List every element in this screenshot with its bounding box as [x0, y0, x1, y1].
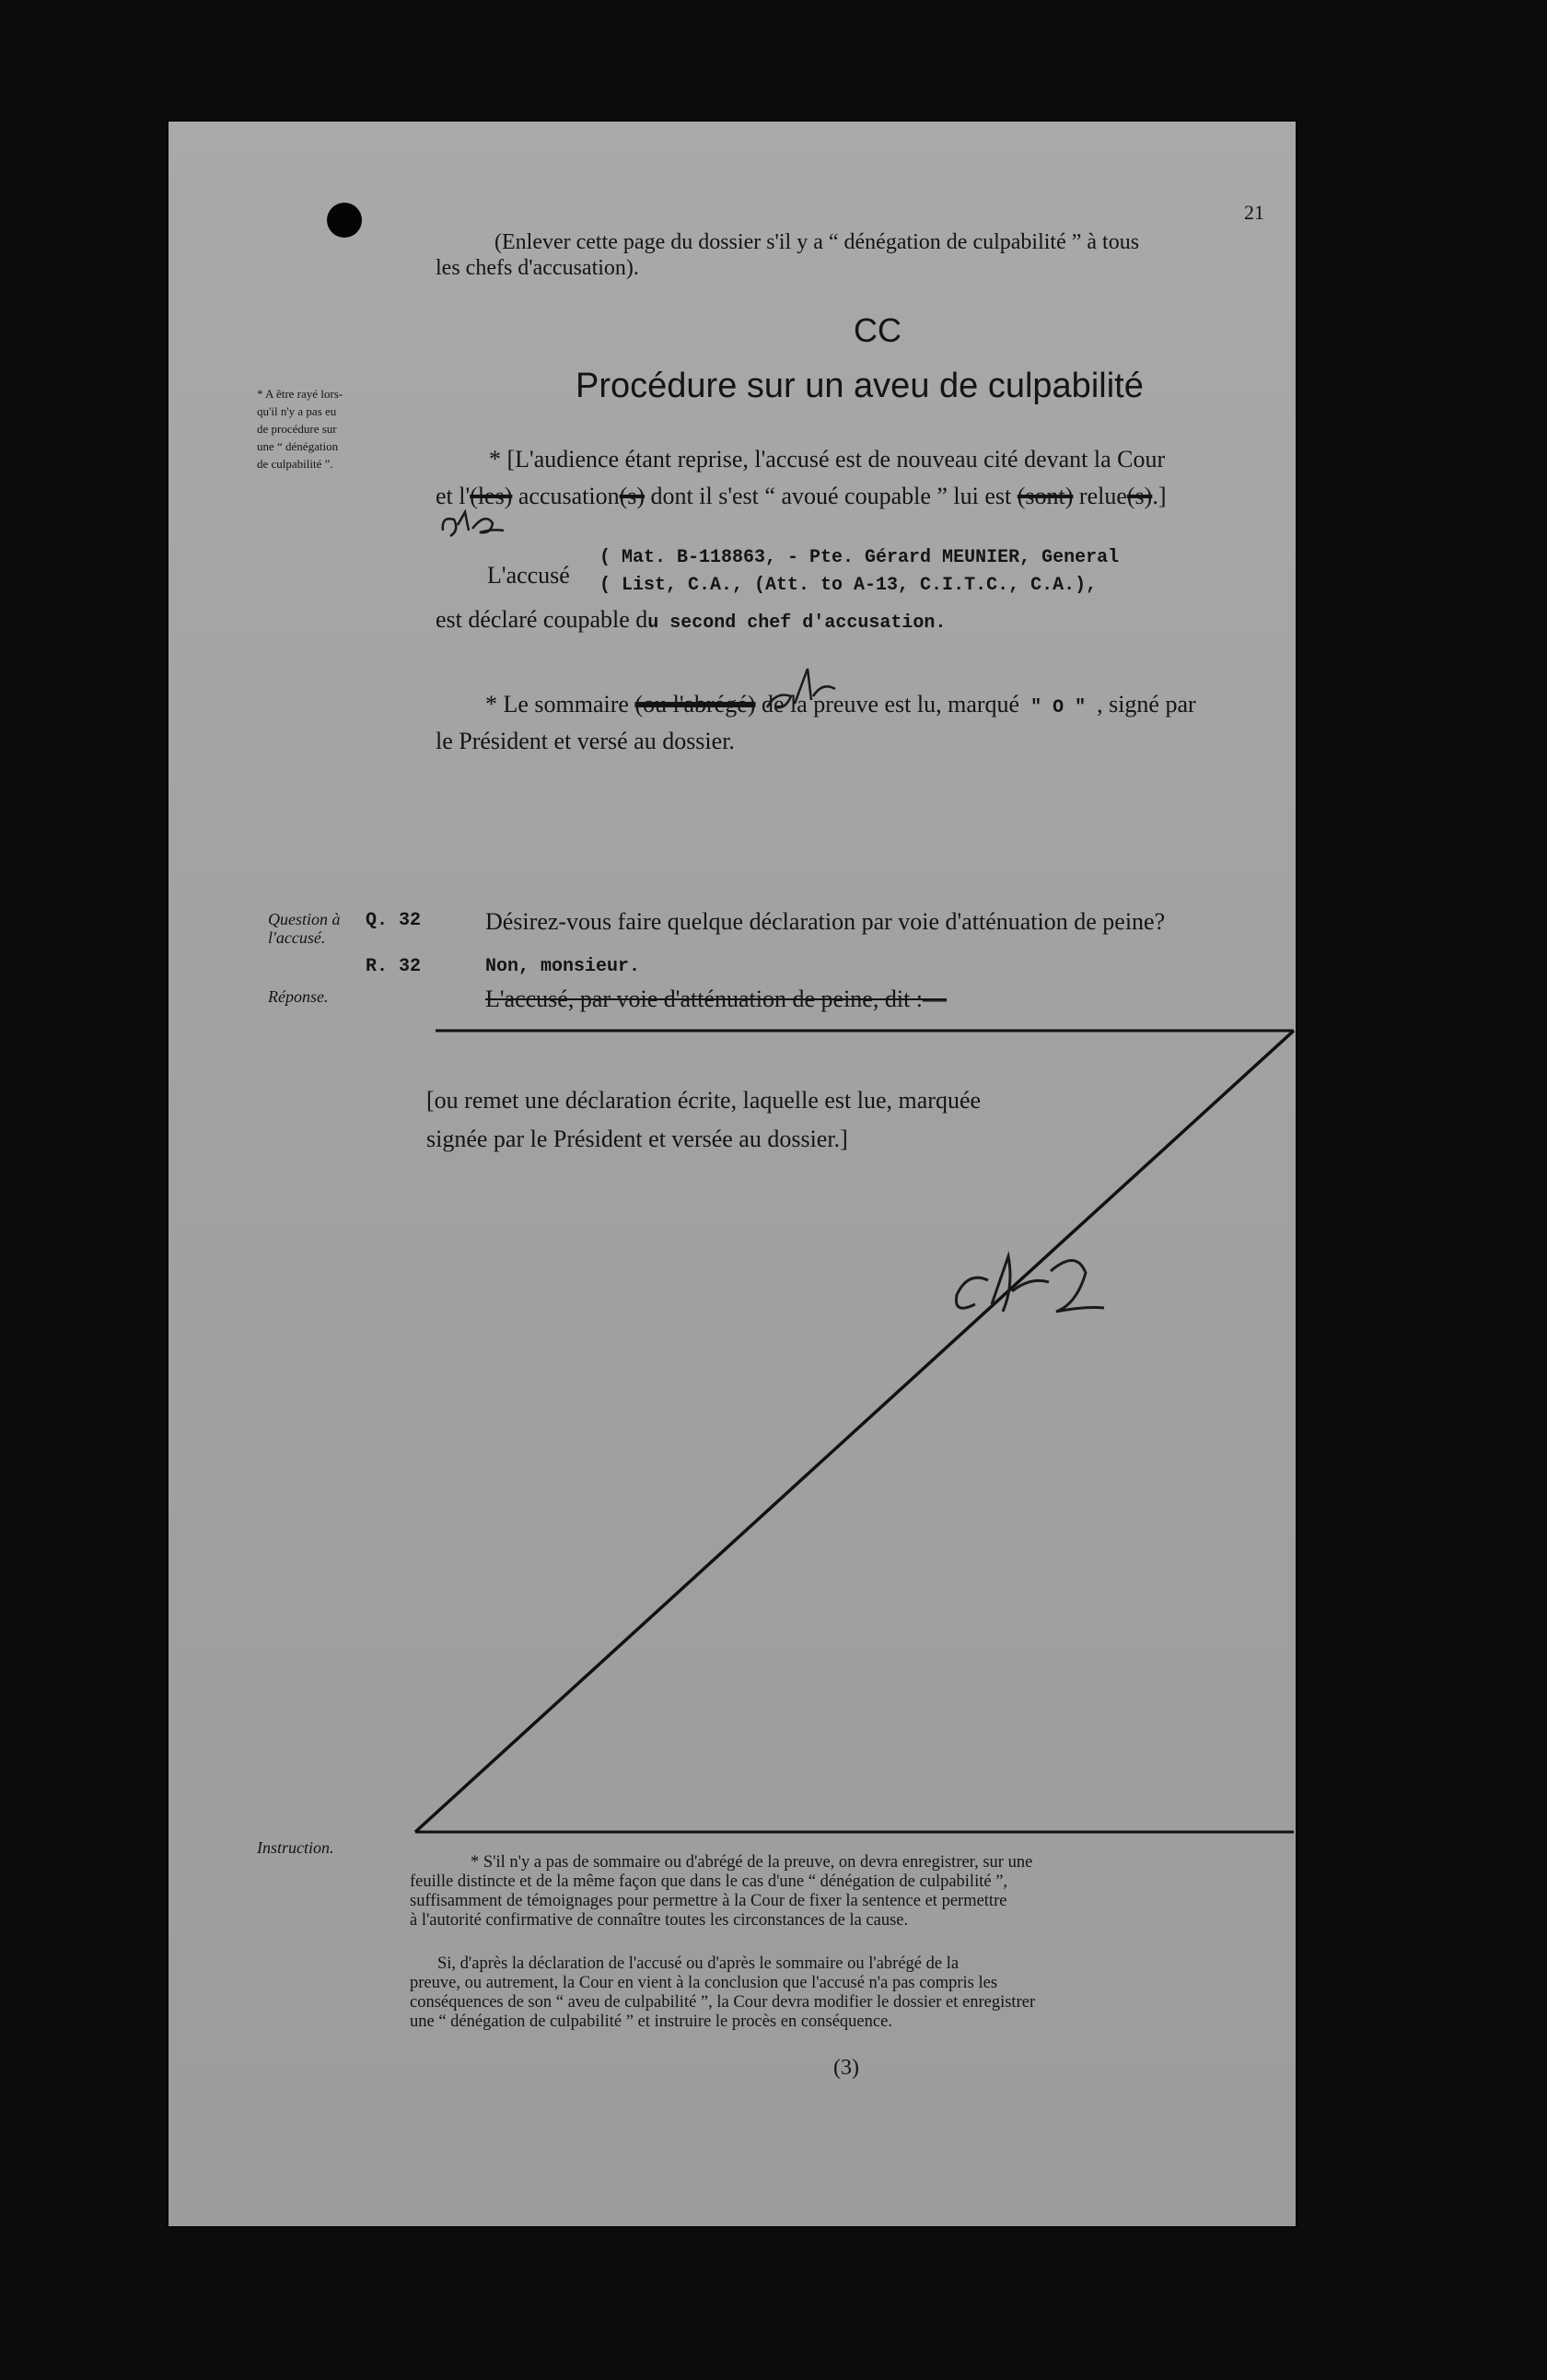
instruction-line: à l'autorité confirmative de connaître toutes les circonstances de la cause.: [410, 1911, 909, 1930]
instruction-line: conséquences de son “ aveu de culpabilité ”, la Cour devra modifier le dossier et enregistrer: [410, 1993, 1036, 2012]
document-page: [169, 122, 1296, 2226]
reponse-margin-label: Réponse.: [268, 987, 329, 1006]
top-instruction-line1: (Enlever cette page du dossier s'il y a “ dénégation de culpabilité ” à tous: [494, 230, 1140, 254]
sommaire-text: de la preuve est lu, marqué: [755, 691, 1020, 718]
instruction-margin-label: Instruction.: [257, 1838, 334, 1857]
struck-abrege: (ou l'abrégé): [634, 691, 756, 718]
margin-note-line: de culpabilité ”.: [257, 457, 333, 471]
reprise-text: accusation: [512, 483, 620, 509]
margin-note-line: de procédure sur: [257, 422, 337, 436]
form-code: CC: [854, 311, 901, 349]
reprise-text: relue: [1073, 483, 1127, 509]
instruction-line: * S'il n'y a pas de sommaire ou d'abrégé de la preuve, on devra enregistrer, sur une: [471, 1853, 1033, 1872]
question-number: Q. 32: [366, 910, 422, 931]
declared-text: est déclaré coupable d: [436, 606, 648, 633]
alt-declaration-line1: [ou remet une déclaration écrite, laquelle est lue, marquée: [426, 1087, 982, 1114]
instruction-line: Si, d'après la déclaration de l'accusé ou d'après le sommaire ou l'abrégé de la: [437, 1954, 960, 1973]
footer-page-label: (3): [833, 2056, 859, 2080]
instruction-para2: [410, 1954, 1035, 2032]
question-text: Désirez-vous faire quelque déclaration par voie d'atténuation de peine?: [485, 908, 1166, 935]
form-title: Procédure sur un aveu de culpabilité: [576, 367, 1144, 405]
reprise-text: dont il s'est “ avoué coupable ” lui est: [645, 483, 1018, 509]
margin-note-line: qu'il n'y a pas eu: [257, 404, 337, 418]
struck-s: (s): [619, 483, 646, 509]
sommaire-line2: le Président et versé au dossier.: [436, 728, 735, 754]
sommaire-mark: " O ": [1030, 697, 1087, 718]
margin-note-line: une “ dénégation: [257, 439, 339, 453]
accuse-typed-line2: ( List, C.A., (Att. to A-13, C.I.T.C., C.A.),: [599, 575, 1098, 596]
instruction-line: suffisamment de témoignages pour permettre à la Cour de fixer la sentence et permettre: [410, 1892, 1007, 1910]
answer-text: Non, monsieur.: [485, 956, 641, 977]
struck-s: (s): [1126, 483, 1153, 509]
instruction-para1: [410, 1853, 1032, 1931]
sommaire-text: * Le sommaire: [485, 691, 635, 718]
question-label-line2: l'accusé.: [268, 928, 326, 947]
struck-sont: (sont): [1017, 483, 1074, 509]
accuse-label: L'accusé: [487, 562, 570, 589]
instruction-line: feuille distincte et de la même façon que dans le cas d'une “ dénégation de culpabilité ”,: [410, 1872, 1008, 1891]
struck-attenuation-line: L'accusé, par voie d'atténuation de peine, dit :—: [485, 986, 948, 1012]
sommaire-text: , signé par: [1097, 691, 1196, 718]
accuse-typed-line1: ( Mat. B-118863, - Pte. Gérard MEUNIER, General: [599, 547, 1120, 568]
top-instruction-line2: les chefs d'accusation).: [436, 256, 639, 280]
instruction-line: une “ dénégation de culpabilité ” et instruire le procès en conséquence.: [410, 2012, 892, 2031]
reprise-line1: * [L'audience étant reprise, l'accusé est de nouveau cité devant la Cour: [489, 446, 1166, 472]
alt-declaration-line2: signée par le Président et versée au dossier.]: [426, 1126, 848, 1152]
reprise-text: et l': [436, 483, 471, 509]
struck-les: (les): [470, 483, 513, 509]
instruction-line: preuve, ou autrement, la Cour en vient à la conclusion que l'accusé n'a pas compris les: [410, 1974, 998, 1992]
answer-number: R. 32: [366, 956, 422, 977]
page-number: 21: [1244, 201, 1264, 224]
question-label-line1: Question à: [268, 910, 341, 928]
reprise-text: .]: [1152, 483, 1167, 509]
declared-typed: u second chef d'accusation.: [647, 612, 947, 634]
initials-scribble-3: [948, 1240, 1113, 1341]
margin-note-line: * A être rayé lors-: [257, 387, 343, 401]
